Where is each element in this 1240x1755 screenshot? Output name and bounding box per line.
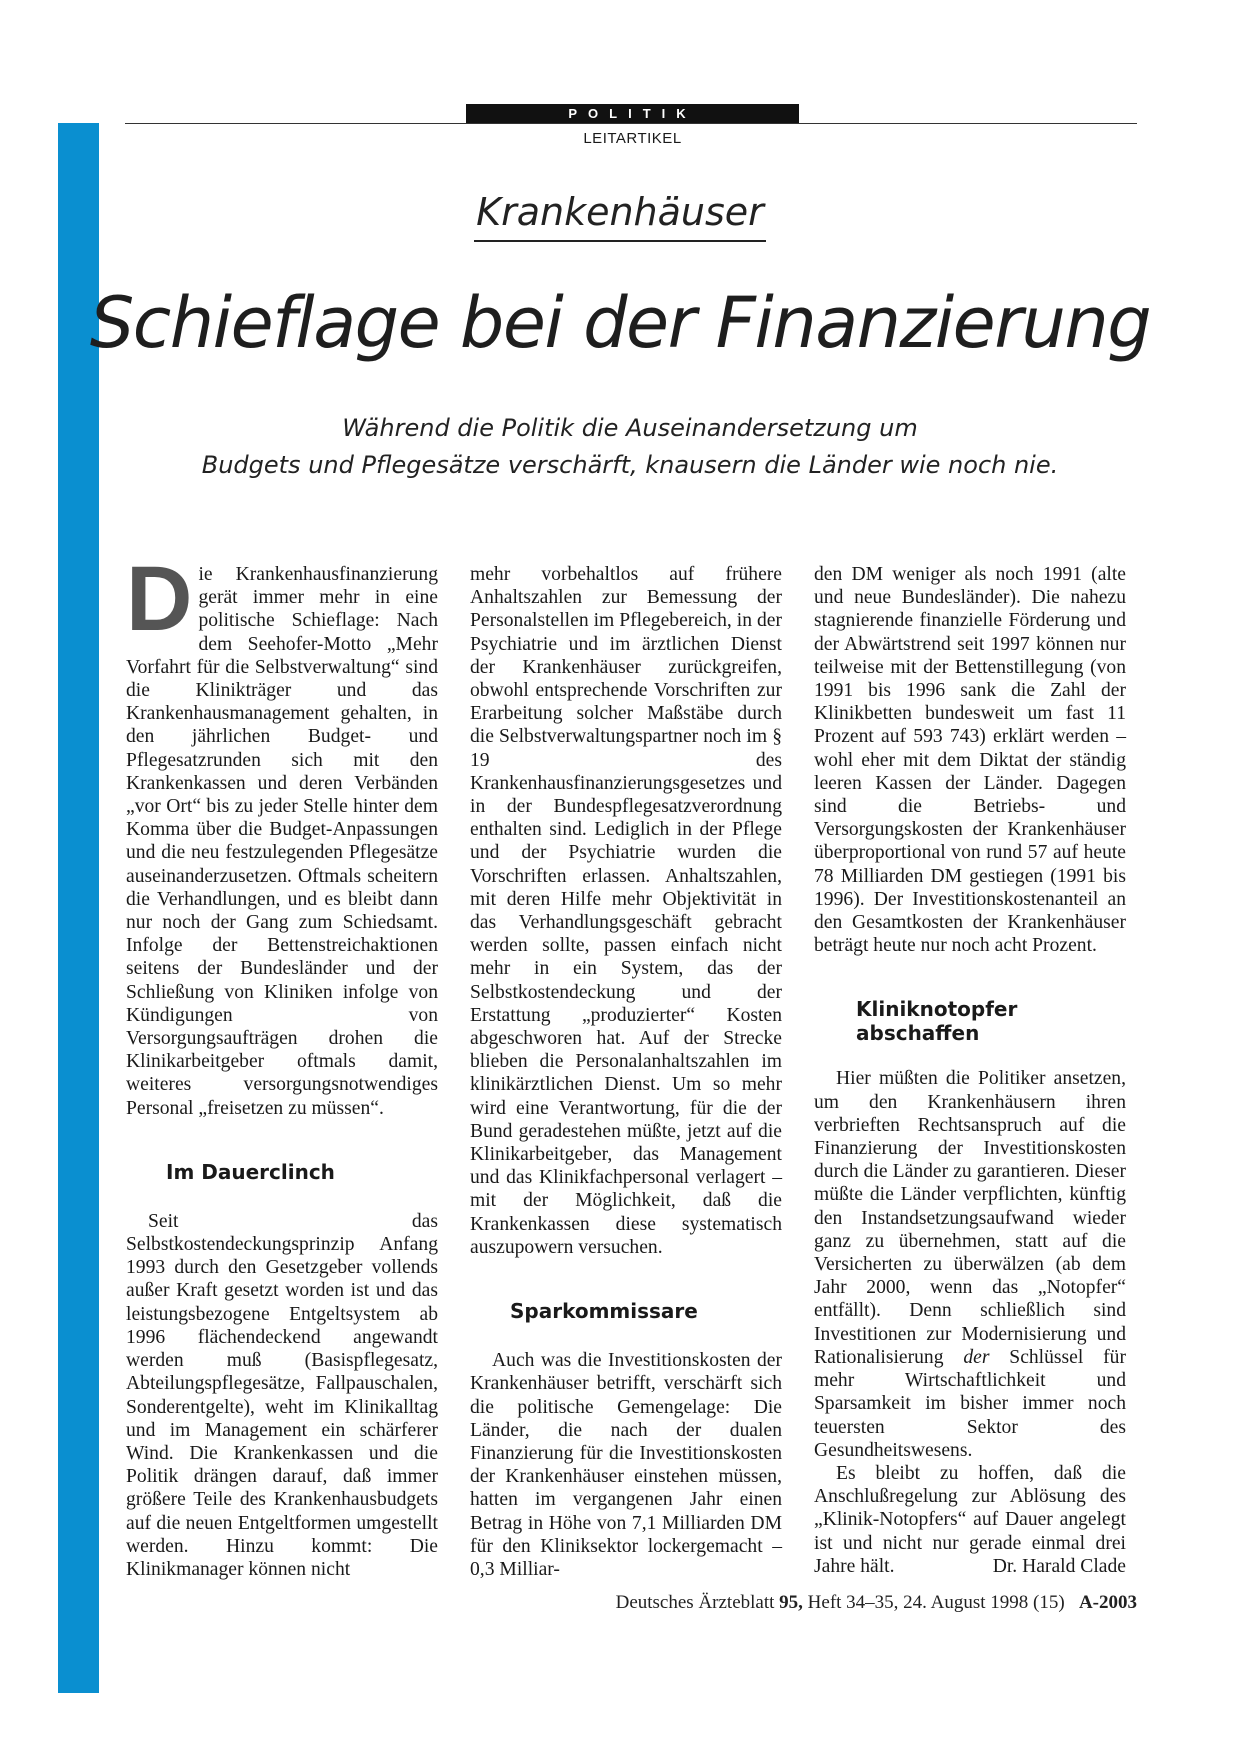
paragraph: Auch was die Investitionskosten der Krankenhäuser betrifft, verschärft sich die politische Gemengelage: Die Länder, die nach der dualen Finanzierung für die Investitionskosten der Krankenhäuser einstehen müssen, hatten im vergangenen Jahr einen Betrag in Höhe von 7,1 Milliarden DM für den Kliniksektor lockergemacht – 0,3 Milliar- [470,1350,782,1580]
journal-name: Deutsches Ärzteblatt [615,1592,775,1613]
page-number: A-2003 [1078,1592,1137,1613]
section-kicker: LEITARTIKEL [583,130,682,147]
paragraph [814,1067,1126,1461]
subheading: Im Dauerclinch [166,1159,335,1184]
paragraph-text: ie Krankenhausfinanzierung gerät immer mehr in eine politische Schieflage: Nach dem Seehofer-Motto „Mehr Vorfahrt für die Selbstverwaltung“ sind die Klinikträger und das Krankenhausmanagement gehalten, in den jährlichen Budget- und Pflegesatzrunden sich mit den Krankenkassen und deren Verbänden „vor Ort“ bis zu jeder Stelle hinter dem Komma über die Budget-Anpassungen und die neu festzulegenden Pflegesätze auseinanderzusetzen. Oftmals scheitern die Verhandlungen, und es bleibt dann nur noch der Gang zum Schiedsamt. Infolge der Bettenstreichaktionen seitens der Bundesländer und der Schließung von Kliniken infolge von Kündigungen von Versorgungsaufträgen drohen die Klinikarbeitgeber oftmals damit, weiteres versorgungsnotwendiges Personal „freisetzen zu müssen“. [126,564,438,1119]
page-footer [616,1592,1137,1614]
header-rule [125,123,1137,124]
rubric-text: Krankenhäuser [474,190,766,242]
paragraph [814,1462,1126,1578]
paragraph-text: Es bleibt zu hoffen, daß die Anschlußregelung zur Ablösung des „Klinik-Notopfers“ auf Dauer angelegt ist und nicht nur gerade einmal drei Jahre hält. [814,1462,1126,1577]
article-column-3 [814,563,1126,1578]
article-column-1 [126,548,438,1581]
paragraph: den DM weniger als noch 1991 (alte und neue Bundesländer). Die nahezu stagnierende finanzielle Förderung und der Abwärtstrend seit 1997 können nur teilweise mit der Bettenstillegung (von 1991 bis 1996 sank die Zahl der Klinikbetten bundesweit um fast 11 Prozent auf 593 743) erklärt werden – wohl eher mit dem Diktat der ständig leeren Kassen der Länder. Dagegen sind die Betriebs- und Versorgungskosten der Krankenhäuser überproportional von rund 57 auf heute 78 Milliarden DM gestiegen (1991 bis 1996). Der Investitionskostenanteil an den Gesamtkosten der Krankenhäuser beträgt heute nur noch acht Prozent. [814,564,1126,957]
section-label: POLITIK [466,104,799,123]
article-column-2 [470,563,782,1581]
paragraph [126,548,438,1120]
rubric [0,190,1240,242]
paragraph-text: Hier müßten die Politiker ansetzen, um den Krankenhäusern ihren verbrieften Rechtsanspruch auf die Finanzierung der Investitionskosten durch die Länder zu garantieren. Dieser müßte die Länder verpflichten, künftig den Instandsetzungsaufwand wieder ganz zu übernehmen, statt auf die Versicherten zu überwälzen (ab dem Jahr 2000, wenn das „Notopfer“ entfällt). Denn schließlich sind Investitionen zur Modernisierung und Rationalisierung [814,1068,1126,1368]
subheading: Sparkommissare [510,1299,698,1324]
author-byline: Dr. Harald Clade [992,1555,1126,1577]
emphasis: der [963,1346,990,1368]
deck [150,410,1110,484]
drop-cap: D [126,548,193,650]
headline: Schieflage bei der Finanzierung [89,282,1151,364]
volume-number: 95, [779,1592,803,1613]
issue-info: Heft 34–35, 24. August 1998 (15) [807,1592,1065,1613]
deck-line-1: Während die Politik die Auseinandersetzung um [342,414,918,442]
paragraph: Seit das Selbstkostendeckungsprinzip Anfang 1993 durch den Gesetzgeber vollends außer Kraft gesetzt worden ist und das leistungsbezogene Entgeltsystem ab 1996 flächendeckend angewandt werden muß (Basispflegesatz, Abteilungspflegesätze, Fallpauschalen, Sonderentgelte), weht im Klinikalltag und im Management ein schärferer Wind. Die Krankenkassen und die Politik drängen darauf, daß immer größere Teile des Krankenhausbudgets auf die neuen Entgeltformen umgestellt werden. Hinzu kommt: Die Klinikmanager können nicht [126,1210,438,1580]
paragraph: mehr vorbehaltlos auf frühere Anhaltszahlen zur Bemessung der Personalstellen im Pflegebereich, in der Psychiatrie und im ärztlichen Dienst der Krankenhäuser zurückgreifen, obwohl entsprechende Vorschriften zur Erarbeitung solcher Maßstäbe durch die Selbstverwaltungspartner noch im § 19 des Krankenhausfinanzierungsgesetzes und in der Bundespflegesatzverordnung enthalten sind. Lediglich in der Pflege und der Psychiatrie wurden die Vorschriften erlassen. Anhaltszahlen, mit deren Hilfe mehr Objektivität in das Verhandlungsgeschäft gebracht werden sollte, passen einfach nicht mehr in ein System, das der Selbstkostendeckung und der Erstattung „produzierter“ Kosten abgeschworen hat. Auf der Strecke blieben die Personalanhaltszahlen im klinikärztlichen Dienst. Um so mehr wird eine Verantwortung, für die der Bund geradestehen müßte, jetzt auf die Klinikarbeitgeber, das Management und das Klinikfachpersonal verlagert – mit der Möglichkeit, daß die Krankenkassen diese systematisch auszupowern versuchen. [470,564,782,1258]
deck-line-2: Budgets und Pflegesätze verschärft, knausern die Länder wie noch nie. [201,451,1059,479]
subheading: Kliniknotopfer abschaffen [856,997,1018,1046]
paragraph-text: Schlüssel für mehr Wirtschaftlichkeit und Sparsamkeit im bisher immer noch teuersten Sektor des Gesundheitswesens. [814,1346,1126,1461]
